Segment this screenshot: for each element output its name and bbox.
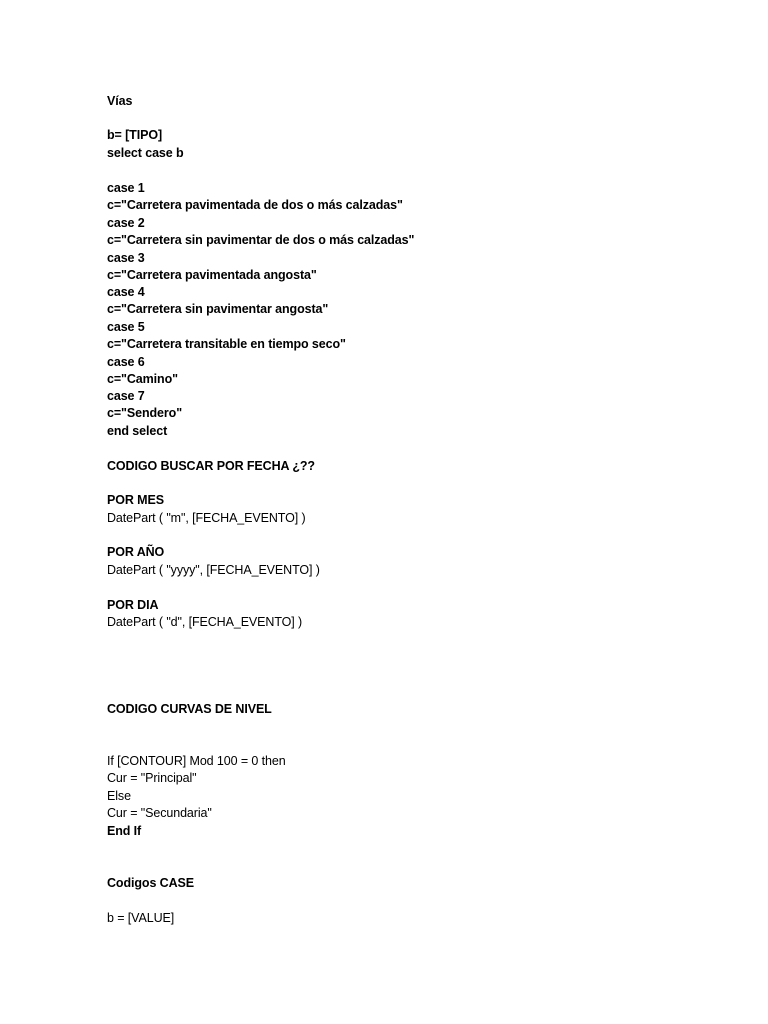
section-heading: Codigos CASE: [107, 876, 194, 890]
text-line: If [CONTOUR] Mod 100 = 0 then: [107, 754, 286, 768]
text-line: DatePart ( "yyyy", [FECHA_EVENTO] ): [107, 563, 320, 577]
text-line: c="Carretera pavimentada de dos o más calzadas": [107, 198, 403, 212]
text-line: c="Carretera sin pavimentar de dos o más calzadas": [107, 233, 415, 247]
text-line: b = [VALUE]: [107, 911, 175, 925]
text-line: case 6: [107, 355, 145, 369]
text-line: case 2: [107, 216, 145, 230]
text-line: end select: [107, 424, 168, 438]
section-heading: POR MES: [107, 493, 164, 507]
text-line: c="Carretera transitable en tiempo seco": [107, 337, 346, 351]
text-line: Else: [107, 789, 131, 803]
text-line: c="Carretera sin pavimentar angosta": [107, 302, 329, 316]
text-line: b= [TIPO]: [107, 128, 163, 142]
text-line: Cur = "Secundaria": [107, 806, 212, 820]
text-line: case 5: [107, 320, 145, 334]
text-line: c="Carretera pavimentada angosta": [107, 268, 317, 282]
section-heading: POR AÑO: [107, 545, 165, 559]
text-line: End If: [107, 824, 142, 838]
text-line: DatePart ( "m", [FECHA_EVENTO] ): [107, 511, 306, 525]
text-line: Cur = "Principal": [107, 771, 197, 785]
text-line: case 7: [107, 389, 145, 403]
section-heading: CODIGO CURVAS DE NIVEL: [107, 702, 272, 716]
text-line: DatePart ( "d", [FECHA_EVENTO] ): [107, 615, 303, 629]
section-heading: POR DIA: [107, 598, 159, 612]
text-line: case 1: [107, 181, 145, 195]
text-line: case 3: [107, 251, 145, 265]
text-line: Vías: [107, 94, 133, 108]
text-line: c="Sendero": [107, 406, 183, 420]
section-heading: CODIGO BUSCAR POR FECHA ¿??: [107, 459, 315, 473]
text-line: c="Camino": [107, 372, 178, 386]
text-line: case 4: [107, 285, 145, 299]
text-line: select case b: [107, 146, 184, 160]
